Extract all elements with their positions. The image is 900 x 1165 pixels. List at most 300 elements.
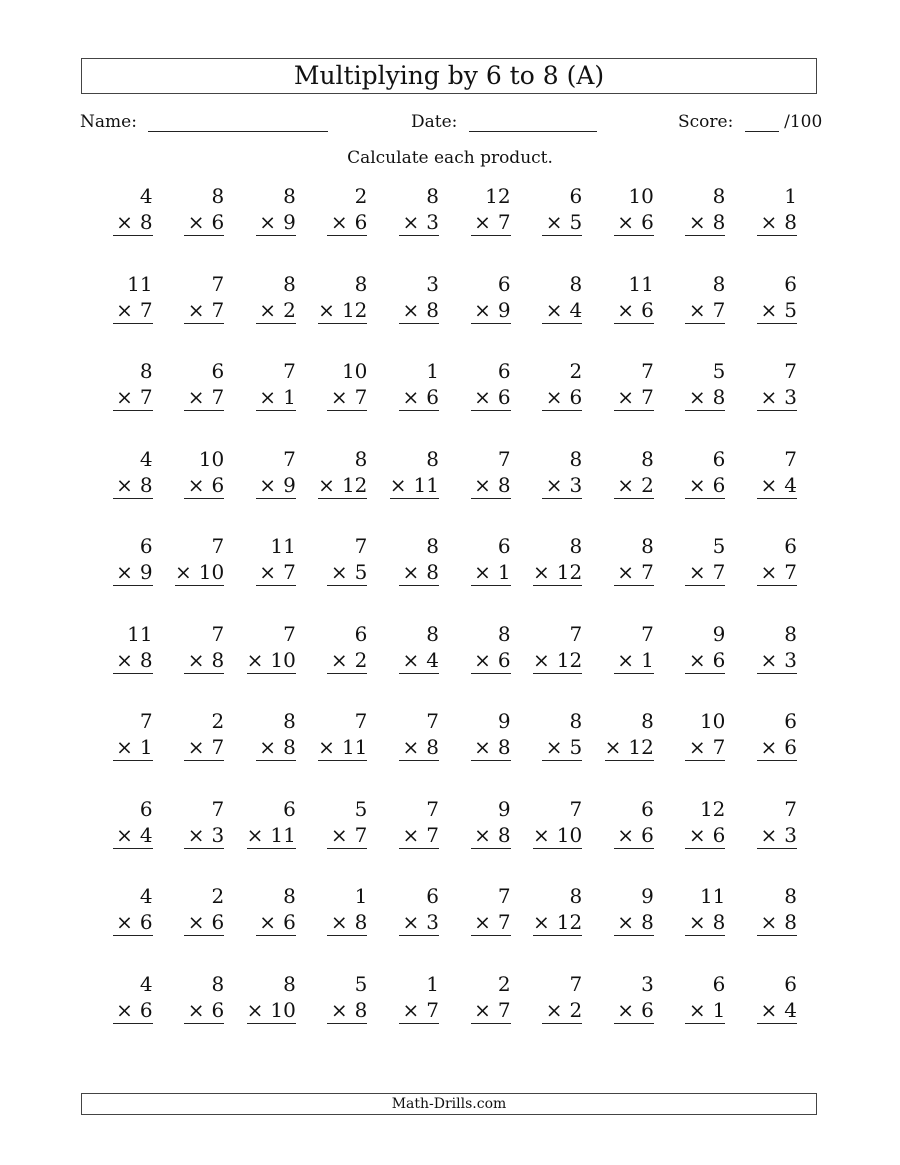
- multiplicand: 7: [283, 621, 296, 646]
- times-sign: ×: [688, 735, 706, 759]
- multiplier-row: [184, 209, 224, 236]
- problem-12: [166, 271, 238, 359]
- problem-76: [452, 796, 524, 884]
- multiplicand: 6: [283, 796, 296, 821]
- problem-38: [595, 446, 667, 534]
- multiplier-row: [471, 997, 511, 1024]
- problem-15: [380, 271, 452, 359]
- multiplier-row: [256, 384, 296, 411]
- multiplicand: 1: [354, 884, 368, 908]
- multiplicand: 9: [641, 884, 654, 908]
- multiplier-row: [399, 559, 439, 586]
- problem-32: [166, 446, 238, 534]
- multiplicand: 8: [426, 534, 439, 558]
- times-sign: ×: [330, 647, 348, 672]
- problem-74: [309, 796, 381, 884]
- multiplier: 8: [139, 472, 153, 497]
- multiplier: 6: [641, 822, 654, 847]
- multiplicand: 8: [712, 271, 726, 296]
- times-sign: ×: [402, 385, 420, 409]
- problem-34: [309, 446, 381, 534]
- problem-52: [166, 621, 238, 709]
- multiplicand: 4: [139, 184, 153, 208]
- times-sign: ×: [688, 822, 706, 847]
- multiplier-row: [614, 297, 654, 324]
- multiplier: 6: [712, 822, 726, 847]
- multiplier-row: [184, 822, 224, 849]
- multiplicand: 11: [127, 271, 153, 296]
- times-sign: ×: [330, 385, 348, 409]
- multiplicand: 1: [426, 359, 439, 383]
- times-sign: ×: [116, 297, 133, 322]
- problem-27: [524, 358, 596, 446]
- multiplier-row: [175, 559, 224, 586]
- times-sign: ×: [474, 210, 491, 234]
- problem-99: [667, 971, 739, 1059]
- multiplicand: 6: [784, 971, 797, 996]
- times-sign: ×: [545, 997, 563, 1022]
- times-sign: ×: [402, 735, 420, 759]
- multiplicand: 1: [426, 971, 439, 996]
- multiplicand: 8: [426, 184, 439, 208]
- multiplier: 11: [341, 735, 368, 759]
- problem-18: [595, 271, 667, 359]
- multiplicand: 7: [354, 709, 368, 733]
- multiplier-row: [399, 734, 439, 761]
- times-sign: ×: [187, 647, 205, 672]
- problem-59: [667, 621, 739, 709]
- multiplicand: 7: [569, 796, 583, 821]
- problem-30: [738, 358, 810, 446]
- multiplier-row: [685, 909, 725, 936]
- multiplier-row: [184, 472, 224, 499]
- multiplicand: 2: [211, 884, 225, 908]
- multiplicand: 10: [198, 446, 225, 471]
- times-sign: ×: [402, 647, 420, 672]
- multiplier: 8: [497, 822, 511, 847]
- multiplier-row: [327, 909, 367, 936]
- times-sign: ×: [402, 822, 420, 847]
- times-sign: ×: [760, 647, 778, 672]
- problem-16: [452, 271, 524, 359]
- multiplicand: 6: [497, 359, 511, 383]
- multiplicand: 7: [354, 534, 368, 558]
- times-sign: ×: [402, 560, 420, 584]
- problem-13: [237, 271, 309, 359]
- times-sign: ×: [474, 385, 491, 409]
- multiplier: 6: [569, 385, 583, 409]
- multiplier-row: [256, 209, 296, 236]
- multiplier-row: [533, 909, 582, 936]
- multiplier: 7: [784, 560, 797, 584]
- times-sign: ×: [532, 647, 550, 672]
- score-field: [678, 112, 822, 132]
- times-sign: ×: [187, 997, 205, 1022]
- multiplier: 6: [354, 210, 368, 234]
- problem-29: [667, 358, 739, 446]
- times-sign: ×: [760, 560, 778, 584]
- times-sign: ×: [402, 997, 420, 1022]
- times-sign: ×: [246, 647, 264, 672]
- multiplier-row: [471, 822, 511, 849]
- multiplicand: 5: [712, 359, 726, 383]
- problem-43: [237, 533, 309, 621]
- multiplier: 7: [354, 385, 368, 409]
- multiplicand: 6: [139, 534, 153, 558]
- multiplicand: 6: [497, 271, 511, 296]
- problem-10: [738, 183, 810, 271]
- multiplier-row: [327, 384, 367, 411]
- multiplier-row: [399, 647, 439, 674]
- problem-4: [309, 183, 381, 271]
- problem-46: [452, 533, 524, 621]
- multiplier-row: [113, 734, 153, 761]
- multiplier-row: [256, 472, 296, 499]
- multiplier: 3: [426, 910, 439, 934]
- multiplier: 7: [211, 297, 225, 322]
- times-sign: ×: [116, 560, 133, 584]
- header-row: [80, 112, 823, 138]
- problem-57: [524, 621, 596, 709]
- name-field: [80, 112, 328, 132]
- problem-26: [452, 358, 524, 446]
- multiplier: 11: [413, 472, 439, 497]
- times-sign: ×: [760, 822, 778, 847]
- multiplier-row: [327, 822, 367, 849]
- multiplier: 3: [784, 385, 797, 409]
- problem-98: [595, 971, 667, 1059]
- multiplicand: 10: [341, 359, 368, 383]
- multiplier: 6: [712, 472, 726, 497]
- problem-39: [667, 446, 739, 534]
- footer: Math-Drills.com: [81, 1093, 817, 1115]
- problem-63: [237, 708, 309, 796]
- problem-82: [166, 883, 238, 971]
- multiplicand: 6: [712, 446, 726, 471]
- times-sign: ×: [688, 297, 706, 322]
- multiplier-row: [757, 734, 797, 761]
- multiplier-row: [542, 734, 582, 761]
- multiplier: 8: [497, 735, 511, 759]
- date-field: [411, 112, 597, 132]
- multiplicand: 3: [641, 971, 654, 996]
- times-sign: ×: [545, 472, 563, 497]
- times-sign: ×: [474, 647, 491, 672]
- times-sign: ×: [760, 297, 778, 322]
- multiplier-row: [685, 822, 725, 849]
- multiplier: 1: [497, 560, 511, 584]
- multiplicand: 6: [641, 796, 654, 821]
- multiplicand: 8: [211, 971, 225, 996]
- multiplier: 7: [712, 297, 726, 322]
- multiplier: 8: [354, 910, 368, 934]
- multiplier-row: [318, 472, 367, 499]
- multiplier-row: [614, 472, 654, 499]
- multiplier: 1: [283, 385, 296, 409]
- multiplier-row: [471, 209, 511, 236]
- multiplier: 8: [784, 210, 797, 234]
- multiplicand: 6: [784, 534, 797, 558]
- times-sign: ×: [116, 385, 133, 409]
- multiplier: 12: [628, 735, 654, 759]
- multiplicand: 8: [641, 446, 654, 471]
- times-sign: ×: [617, 472, 635, 497]
- problem-89: [667, 883, 739, 971]
- multiplier: 4: [784, 997, 797, 1022]
- times-sign: ×: [474, 997, 491, 1022]
- multiplicand: 8: [283, 709, 296, 733]
- problem-36: [452, 446, 524, 534]
- multiplier: 6: [426, 385, 439, 409]
- problem-73: [237, 796, 309, 884]
- problem-1: [94, 183, 166, 271]
- times-sign: ×: [760, 472, 778, 497]
- multiplier: 8: [712, 385, 726, 409]
- multiplier-row: [533, 647, 582, 674]
- times-sign: ×: [116, 997, 133, 1022]
- problem-64: [309, 708, 381, 796]
- multiplier: 12: [556, 560, 583, 584]
- multiplier: 7: [139, 385, 153, 409]
- multiplier: 6: [712, 647, 726, 672]
- problem-86: [452, 883, 524, 971]
- multiplier-row: [757, 822, 797, 849]
- multiplicand: 8: [139, 359, 153, 383]
- times-sign: ×: [116, 735, 133, 759]
- multiplier: 3: [784, 822, 797, 847]
- multiplicand: 7: [211, 271, 225, 296]
- times-sign: ×: [318, 472, 335, 497]
- times-sign: ×: [688, 385, 706, 409]
- times-sign: ×: [116, 647, 133, 672]
- problem-7: [524, 183, 596, 271]
- multiplier-row: [256, 909, 296, 936]
- problem-84: [309, 883, 381, 971]
- multiplicand: 6: [569, 184, 583, 208]
- multiplicand: 8: [569, 446, 583, 471]
- multiplicand: 7: [426, 796, 439, 821]
- multiplier: 12: [556, 910, 583, 934]
- multiplier-row: [327, 209, 367, 236]
- problem-42: [166, 533, 238, 621]
- multiplier: 7: [497, 210, 511, 234]
- problem-20: [738, 271, 810, 359]
- multiplier-row: [685, 997, 725, 1024]
- multiplier: 2: [283, 297, 296, 322]
- multiplier: 10: [270, 647, 296, 672]
- multiplicand: 11: [628, 271, 654, 296]
- multiplicand: 9: [497, 709, 511, 733]
- multiplier: 3: [211, 822, 225, 847]
- multiplier: 8: [354, 997, 368, 1022]
- multiplier: 6: [139, 997, 153, 1022]
- times-sign: ×: [187, 910, 205, 934]
- multiplier-row: [685, 559, 725, 586]
- times-sign: ×: [259, 910, 277, 934]
- problem-61: [94, 708, 166, 796]
- multiplier: 11: [270, 822, 296, 847]
- problem-65: [380, 708, 452, 796]
- multiplier-row: [113, 997, 153, 1024]
- multiplier: 6: [641, 210, 654, 234]
- multiplicand: 7: [497, 884, 511, 908]
- times-sign: ×: [617, 997, 635, 1022]
- multiplicand: 6: [139, 796, 153, 821]
- multiplier-row: [614, 997, 654, 1024]
- multiplier-row: [685, 297, 725, 324]
- multiplicand: 10: [628, 184, 654, 208]
- multiplicand: 6: [784, 271, 797, 296]
- times-sign: ×: [318, 735, 335, 759]
- multiplicand: 8: [712, 184, 726, 208]
- multiplier-row: [184, 734, 224, 761]
- times-sign: ×: [617, 297, 635, 322]
- multiplicand: 6: [354, 621, 368, 646]
- problem-69: [667, 708, 739, 796]
- multiplicand: 2: [211, 709, 225, 733]
- multiplier: 6: [211, 210, 225, 234]
- multiplier: 8: [139, 210, 153, 234]
- multiplier-row: [614, 384, 654, 411]
- problem-45: [380, 533, 452, 621]
- problem-28: [595, 358, 667, 446]
- times-sign: ×: [116, 472, 133, 497]
- multiplicand: 9: [497, 796, 511, 821]
- multiplicand: 7: [641, 359, 654, 383]
- multiplier: 6: [139, 910, 153, 934]
- problem-8: [595, 183, 667, 271]
- multiplier-row: [757, 997, 797, 1024]
- problem-19: [667, 271, 739, 359]
- times-sign: ×: [474, 822, 491, 847]
- multiplier-row: [614, 822, 654, 849]
- multiplier: 8: [426, 735, 439, 759]
- multiplicand: 8: [426, 621, 439, 646]
- multiplicand: 8: [211, 184, 225, 208]
- problem-77: [524, 796, 596, 884]
- multiplicand: 5: [354, 796, 368, 821]
- multiplier-row: [757, 209, 797, 236]
- times-sign: ×: [545, 385, 563, 409]
- multiplicand: 7: [497, 446, 511, 471]
- multiplier: 8: [712, 210, 726, 234]
- multiplier-row: [757, 559, 797, 586]
- problem-100: [738, 971, 810, 1059]
- multiplicand: 7: [426, 709, 439, 733]
- problem-78: [595, 796, 667, 884]
- times-sign: ×: [402, 210, 420, 234]
- times-sign: ×: [187, 210, 205, 234]
- multiplier: 2: [569, 997, 583, 1022]
- multiplier: 8: [426, 560, 439, 584]
- multiplicand: 8: [497, 621, 511, 646]
- multiplier: 12: [556, 647, 583, 672]
- multiplier-row: [390, 472, 439, 499]
- multiplicand: 2: [354, 184, 368, 208]
- times-sign: ×: [187, 385, 205, 409]
- multiplier: 7: [497, 910, 511, 934]
- multiplier: 2: [641, 472, 654, 497]
- times-sign: ×: [545, 210, 563, 234]
- times-sign: ×: [116, 210, 133, 234]
- name-label: Name:: [80, 112, 137, 132]
- problem-22: [166, 358, 238, 446]
- multiplier: 9: [283, 472, 296, 497]
- multiplicand: 7: [211, 796, 225, 821]
- multiplier-row: [113, 559, 153, 586]
- multiplicand: 3: [426, 271, 439, 296]
- times-sign: ×: [330, 997, 348, 1022]
- multiplier-row: [757, 472, 797, 499]
- multiplier: 3: [784, 647, 797, 672]
- multiplicand: 8: [641, 709, 654, 733]
- times-sign: ×: [246, 822, 264, 847]
- problem-17: [524, 271, 596, 359]
- multiplier-row: [757, 909, 797, 936]
- multiplier: 3: [426, 210, 439, 234]
- multiplier: 4: [426, 647, 439, 672]
- problem-5: [380, 183, 452, 271]
- multiplier-row: [256, 734, 296, 761]
- multiplier-row: [471, 909, 511, 936]
- times-sign: ×: [187, 297, 205, 322]
- multiplier-row: [757, 647, 797, 674]
- problem-11: [94, 271, 166, 359]
- multiplier-row: [399, 209, 439, 236]
- times-sign: ×: [532, 910, 550, 934]
- multiplier: 9: [139, 560, 153, 584]
- score-total: /100: [784, 112, 823, 132]
- multiplier: 6: [784, 735, 797, 759]
- name-blank: [148, 113, 328, 132]
- multiplier-row: [256, 559, 296, 586]
- problem-41: [94, 533, 166, 621]
- multiplier: 5: [784, 297, 797, 322]
- times-sign: ×: [688, 647, 706, 672]
- problem-94: [309, 971, 381, 1059]
- multiplier-row: [614, 647, 654, 674]
- times-sign: ×: [617, 822, 635, 847]
- instructions: Calculate each product.: [347, 148, 553, 168]
- problem-92: [166, 971, 238, 1059]
- multiplier-row: [113, 472, 153, 499]
- times-sign: ×: [474, 735, 491, 759]
- times-sign: ×: [259, 472, 277, 497]
- multiplier: 2: [354, 647, 368, 672]
- multiplicand: 7: [283, 446, 296, 471]
- problem-55: [380, 621, 452, 709]
- multiplier-row: [399, 384, 439, 411]
- times-sign: ×: [760, 735, 778, 759]
- problem-2: [166, 183, 238, 271]
- multiplicand: 11: [270, 534, 296, 558]
- multiplier: 6: [211, 910, 225, 934]
- problem-grid: [94, 183, 810, 1058]
- multiplier: 8: [211, 647, 225, 672]
- problem-54: [309, 621, 381, 709]
- multiplier-row: [399, 297, 439, 324]
- multiplier-row: [685, 472, 725, 499]
- times-sign: ×: [187, 822, 205, 847]
- multiplier-row: [533, 822, 582, 849]
- multiplier-row: [247, 822, 296, 849]
- problem-23: [237, 358, 309, 446]
- times-sign: ×: [760, 385, 778, 409]
- multiplier: 7: [354, 822, 368, 847]
- multiplier: 7: [211, 735, 225, 759]
- multiplicand: 7: [211, 534, 225, 558]
- problem-51: [94, 621, 166, 709]
